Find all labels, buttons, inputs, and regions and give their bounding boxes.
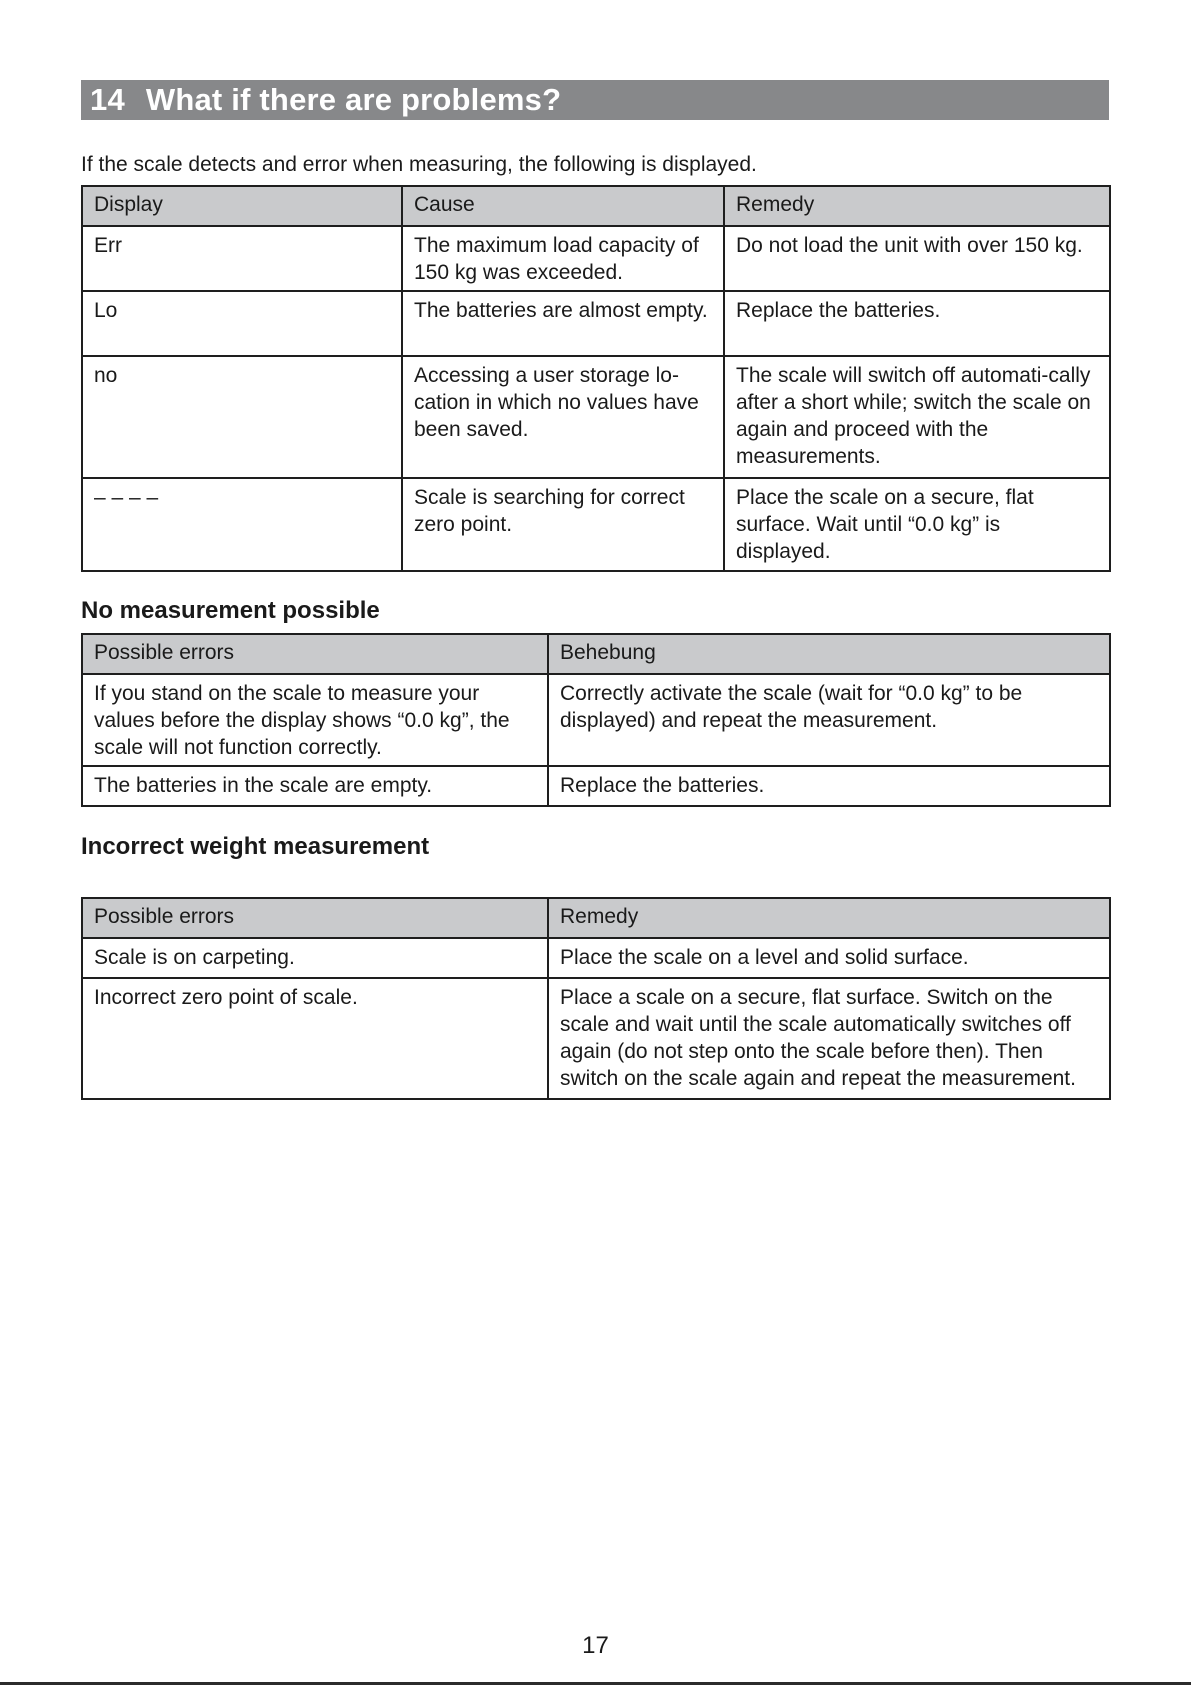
column-header-remedy: Remedy — [724, 186, 1110, 226]
subsection-title-incorrect-weight: Incorrect weight measurement — [81, 833, 430, 860]
table-header-row — [82, 634, 1110, 674]
cause-cell: Scale is searching for correct zero point. — [402, 478, 724, 571]
cause-cell: The batteries are almost empty. — [402, 291, 724, 356]
no-measurement-table — [81, 633, 1111, 807]
column-header-possible-errors: Possible errors — [82, 634, 548, 674]
section-title: What if there are problems? — [145, 82, 562, 117]
intro-text: If the scale detects and error when measuring, the following is displayed. — [81, 153, 757, 176]
cause-cell: The maximum load capacity of 150 kg was exceeded. — [402, 226, 724, 291]
remedy-cell: Do not load the unit with over 150 kg. — [724, 226, 1110, 291]
display-cell: Err — [82, 226, 402, 291]
section-number: 14 — [90, 82, 125, 117]
table-row — [82, 226, 1110, 291]
display-cell: – – – – — [82, 478, 402, 571]
remedy-cell: Place the scale on a level and solid surface. — [548, 938, 1110, 978]
column-header-possible-errors: Possible errors — [82, 898, 548, 938]
remedy-cell: Replace the batteries. — [548, 766, 1110, 806]
table-row — [82, 978, 1110, 1099]
display-cell: no — [82, 356, 402, 478]
table-row — [82, 356, 1110, 478]
remedy-cell: Correctly activate the scale (wait for “0.0 kg” to be displayed) and repeat the measurement. — [548, 674, 1110, 766]
column-header-behebung: Behebung — [548, 634, 1110, 674]
subsection-title-no-measurement: No measurement possible — [81, 597, 380, 624]
column-header-display: Display — [82, 186, 402, 226]
remedy-cell: Place a scale on a secure, flat surface. Switch on the scale and wait until the scale automatically switches off again (do not step onto the scale before then). Then switch on the scale again and repeat the measurement. — [548, 978, 1110, 1099]
error-cell: If you stand on the scale to measure your values before the display shows “0.0 kg”, the scale will not function correctly. — [82, 674, 548, 766]
table-row — [82, 766, 1110, 806]
column-header-remedy: Remedy — [548, 898, 1110, 938]
table-row — [82, 674, 1110, 766]
remedy-cell: Replace the batteries. — [724, 291, 1110, 356]
page-number: 17 — [582, 1632, 609, 1659]
incorrect-weight-table — [81, 897, 1111, 1100]
display-cell: Lo — [82, 291, 402, 356]
table-header-row — [82, 898, 1110, 938]
column-header-cause: Cause — [402, 186, 724, 226]
cause-cell: Accessing a user storage lo-cation in which no values have been saved. — [402, 356, 724, 478]
section-header — [81, 80, 1109, 120]
table-header-row — [82, 186, 1110, 226]
table-row — [82, 291, 1110, 356]
remedy-cell: The scale will switch off automati-cally after a short while; switch the scale on again and proceed with the measurements. — [724, 356, 1110, 478]
error-cell: Incorrect zero point of scale. — [82, 978, 548, 1099]
table-row — [82, 478, 1110, 571]
error-cell: The batteries in the scale are empty. — [82, 766, 548, 806]
remedy-cell: Place the scale on a secure, flat surface. Wait until “0.0 kg” is displayed. — [724, 478, 1110, 571]
error-cell: Scale is on carpeting. — [82, 938, 548, 978]
display-error-table — [81, 185, 1111, 572]
table-row — [82, 938, 1110, 978]
